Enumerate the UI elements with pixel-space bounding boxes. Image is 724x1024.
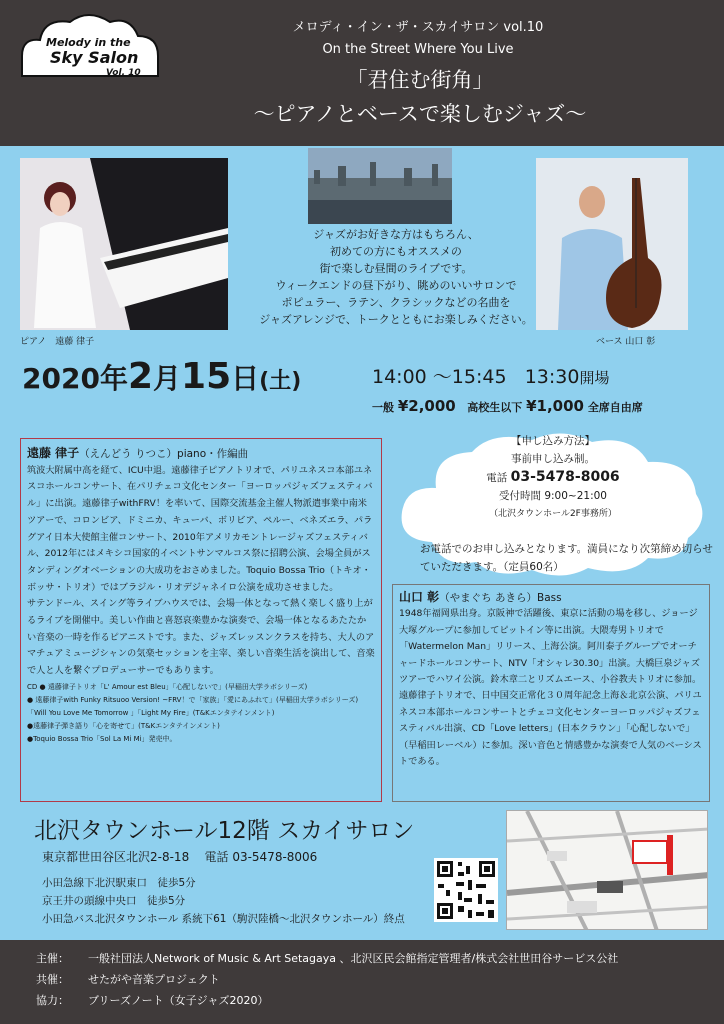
bassist-caption: ベース 山口 彰 — [596, 337, 656, 347]
venue-address: 東京都世田谷区北沢2-8-18 — [42, 850, 190, 864]
venue-phone[interactable]: 03-5478-8006 — [232, 850, 318, 864]
ticket-prices — [372, 397, 643, 415]
pianist-caption: ピアノ 遠藤 律子 — [20, 337, 95, 347]
apply-phone-label: 電話 — [486, 472, 508, 484]
profile-endo-name: 遠藤 律子 — [27, 446, 80, 460]
organizer-label: 主催： — [36, 952, 69, 965]
intro-line: ジャズがお好きな方はもちろん、 — [313, 228, 479, 241]
area-map-illustration — [507, 811, 708, 930]
apply-heading: 【申し込み方法】 — [511, 435, 595, 447]
cosponsor: せたがや音楽プロジェクト — [88, 973, 220, 986]
intro-line: 街で楽しむ昼間のライブです。 — [319, 262, 473, 275]
date-day: 15 — [181, 356, 232, 397]
pianist-photo — [20, 158, 228, 330]
profile-endo — [20, 438, 382, 802]
logo-line-1: Melody in the — [46, 36, 131, 49]
cd-item: ●遠藤律子弾き語り「心を寄せて」(T&Kエンタテインメント) — [27, 721, 220, 730]
intro-line: ウィークエンドの昼下がり、眺めのいいサロンで — [275, 279, 517, 292]
venue-phone-label: 電話 — [204, 850, 229, 864]
organizer-row — [36, 948, 724, 969]
access-line: 小田急バス北沢タウンホール 系統下61（駒沢陸橋〜北沢タウンホール）終点 — [42, 913, 405, 925]
qr-code-icon — [434, 858, 498, 922]
venue-address-row — [42, 848, 317, 865]
general-price: ¥2,000 — [397, 397, 456, 415]
doors-label: 開場 — [579, 369, 610, 387]
apply-phone[interactable]: 03-5478-8006 — [510, 469, 620, 485]
city-photo — [308, 148, 452, 224]
date-day-unit: 日 — [231, 362, 260, 395]
profile-yamaguchi-reading: （やまぐち あきら）Bass — [439, 592, 562, 604]
cosponsor-row — [36, 969, 724, 990]
event-time — [372, 362, 609, 389]
profile-yamaguchi-name: 山口 彰 — [399, 590, 440, 604]
profile-endo-body-2: サテンドール、スイング等ライブハウスでは、会場一体となって熱く楽しく盛り上がるライブを開催中。美しい作曲と喜怒哀楽豊かな演奏で、会場一体となるあたたかい音楽の一時を作るピアニストです。また、ジャズレッスンクラスを持ち、大人のアマチュアミュージシャンの気楽セッションを主宰、楽しい音楽生活を演出して、音楽で人と人を繋ぐプロデューサーでもあります。 — [27, 598, 375, 677]
profile-endo-body: 筑波大附属中高を経て、ICU中退。遠藤律子ピアノトリオで、パリユネスコ本部ユネスコホールコンサート、在パリチェコ文化センター「ヨーロッパジャズフェスティバル」に出演。遠藤律子withFRV！を率いて、国際交流基金主催人物派遣事業中南米ツアーで、コロンビア、ドミニカ、キューバ、ボリビア、ペルー、ベネズエラ、パラグアイ日本大使館主催コンサート、2010年アメリカモントレージャズフェスティバル、2012年にはメキシコ国家的イベントサンマルコス祭に招聘公演、会場全員がスタンディングオベーションの大成功をおさめました。Toquio Bossa Trio（トキオ・ボッサ・トリオ）ではブラジル・リオデジャネイロ公演を成功させました。 — [27, 464, 373, 593]
doors-time: 13:30 — [524, 366, 580, 388]
cooperation-label: 協力： — [36, 994, 69, 1007]
footer-band — [0, 940, 724, 1024]
cd-list — [27, 681, 375, 746]
apply-office: （北沢タウンホール2F事務所） — [489, 509, 617, 519]
cosponsor-label: 共催： — [36, 973, 69, 986]
student-price: ¥1,000 — [526, 397, 584, 415]
venue-name: 北沢タウンホール12階 スカイサロン — [34, 818, 415, 844]
subtitle: 〜ピアノとベースで楽しむジャズ〜 — [253, 102, 587, 126]
access-info — [42, 874, 405, 928]
intro-line: 初めての方にもオススメの — [330, 245, 462, 258]
pianist-illustration — [20, 158, 228, 330]
intro-text — [226, 226, 566, 328]
date-year-unit: 年 — [99, 362, 128, 395]
series-title: メロディ・イン・ザ・スカイサロン vol.10 — [292, 20, 544, 35]
time-range: 14:00 〜15:45 — [372, 366, 507, 388]
profile-yamaguchi-body: 1948年福岡県出身。京阪神で活躍後、東京に活動の場を移し、ジョージ大塚グループに参加してピットイン等に出演。大隈寿男トリオで「Watermelon Man」リリース、上海公演。阿川泰子グループでオーチャードホールコンサート、NTV「オシャレ30.30」出演。大橋巨泉ジャズツアーでハワイ公演。鈴木章二とリズムエース、小谷教夫トリオに参加。遠藤律子トリオで、日中国交正常化３０周年記念上海＆北京公演、パリユネスコ本部ホールコンサートとチェコ文化センターヨーロッパジャズフェスティバル出演、CD「Love letters」(日本クラウン」「心配しないで」（早稲田レーベル）に参加。深い音色と情感豊かな演奏で人気のベーシストである。 — [399, 608, 702, 768]
cd-item: CD ● 遠藤律子トリオ「L' Amour est Bleu」「心配しないで」(早稲田大学ラボシリーズ) — [27, 682, 308, 691]
apply-phone-row — [438, 468, 668, 487]
date-month-unit: 月 — [153, 362, 182, 395]
intro-line: ジャズアレンジで、トークとともにお楽しみください。 — [259, 313, 533, 326]
date-weekday: (土) — [259, 369, 302, 394]
city-skyline-illustration — [308, 148, 452, 224]
seating-label: 全席自由席 — [587, 401, 643, 414]
header-band — [0, 0, 724, 146]
logo-line-3: Vol. 10 — [106, 68, 141, 78]
access-line: 小田急線下北沢駅東口 徒歩5分 — [42, 877, 196, 889]
profile-endo-reading: （えんどう りつこ）piano・作編曲 — [79, 448, 249, 460]
apply-line-1: 事前申し込み制。 — [511, 453, 595, 465]
organizer: 一般社団法人Network of Music & Art Setagaya 、北沢区民会館指定管理者/株式会社世田谷サービス公社 — [88, 952, 619, 965]
application-info — [438, 432, 668, 523]
qr-code[interactable] — [434, 858, 498, 922]
student-label: 高校生以下 — [467, 401, 523, 414]
event-date — [22, 356, 301, 397]
intro-line: ポピュラー、ラテン、クラシックなどの名曲を — [281, 296, 511, 309]
date-month: 2 — [127, 356, 154, 397]
cooperation-row — [36, 990, 724, 1011]
venue-map[interactable] — [506, 810, 708, 930]
general-label: 一般 — [372, 401, 394, 414]
profile-endo-header — [27, 445, 375, 463]
profile-yamaguchi — [392, 584, 710, 802]
logo-line-2: Sky Salon — [50, 48, 139, 67]
apply-note: お電話でのお申し込みとなります。満員になり次第締め切らせていただきます。（定員60名） — [420, 543, 713, 573]
cooperation: ブリーズノート（女子ジャズ2020） — [88, 994, 269, 1007]
date-year: 2020 — [22, 362, 100, 395]
profile-yamaguchi-header — [399, 589, 703, 606]
main-title: 「君住む街角」 — [346, 68, 494, 92]
apply-hours: 受付時間 9:00~21:00 — [499, 490, 607, 502]
cd-item: ●Toquio Bossa Trio「Sol La Mi Mi」発売中。 — [27, 734, 177, 743]
english-title: On the Street Where You Live — [322, 42, 514, 57]
cd-item: ● 遠藤律子with Funky Ritsuoo Version! ~FRV！で「家族」「愛にあふれて」(早稲田大学ラボシリーズ)「Will You Love Me Tomorrow 」「Light My Fire」(T&Kエンタテインメント) — [27, 695, 359, 717]
access-line: 京王井の頭線中央口 徒歩5分 — [42, 895, 186, 907]
